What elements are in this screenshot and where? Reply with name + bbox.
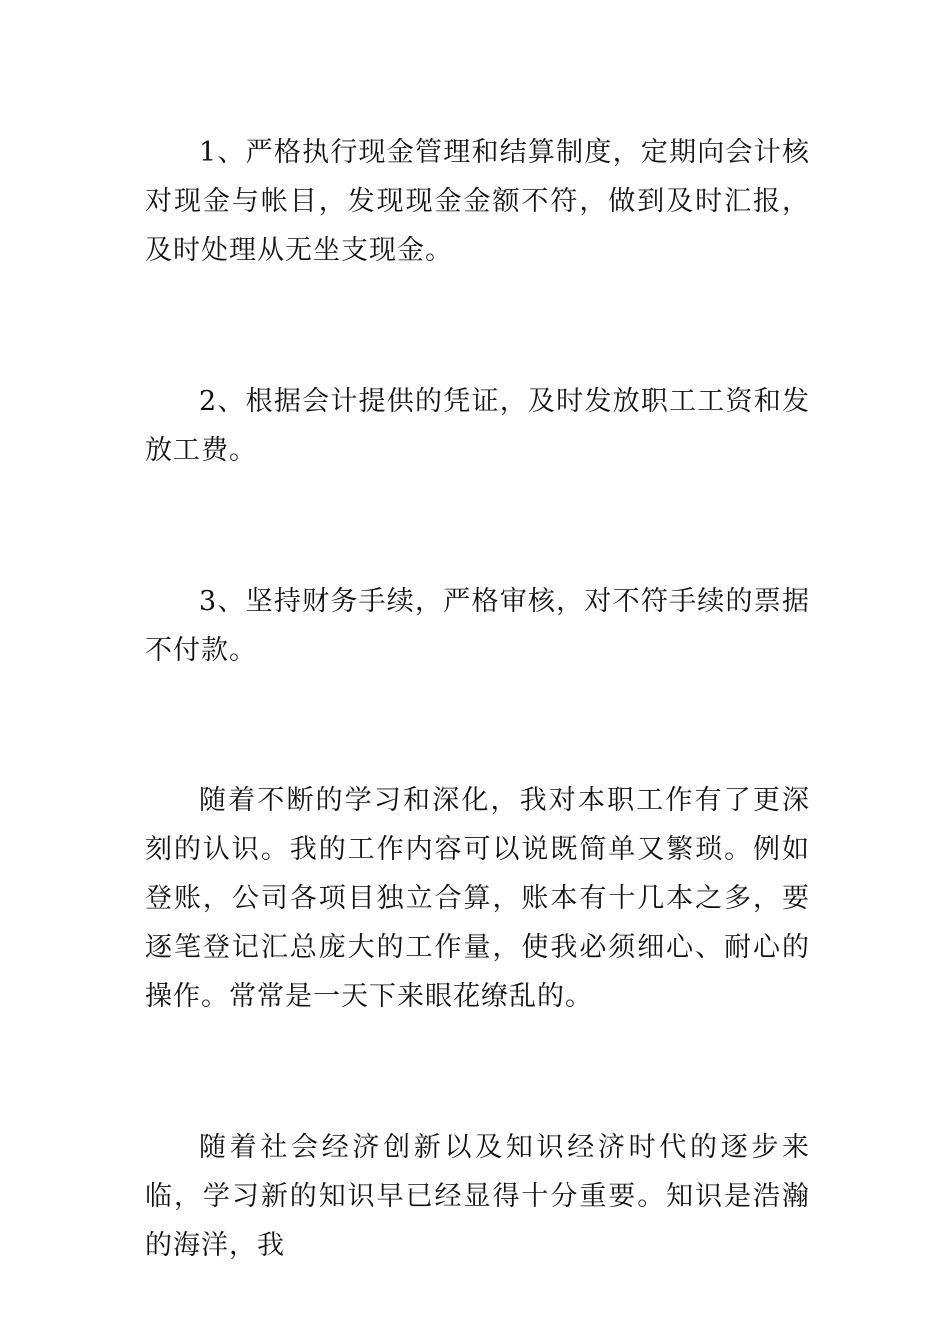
paragraph-cash-management: 1、严格执行现金管理和结算制度，定期向会计核对现金与帐目，发现现金金额不符，做到及时汇报，及时处理从无坐支现金。 [145,137,810,266]
paragraph-wage-payment: 2、根据会计提供的凭证，及时发放职工工资和发放工费。 [145,386,810,466]
paragraph-work-understanding: 随着不断的学习和深化，我对本职工作有了更深刻的认识。我的工作内容可以说既简单又繁琐。例如登账，公司各项目独立合算，账本有十几本之多，要逐笔登记汇总庞大的工作量，使我必须细心、耐心的操作。常常是一天下来眼花缭乱的。 [145,785,810,1012]
paragraph-knowledge-learning: 随着社会经济创新以及知识经济时代的逐步来临，学习新的知识早已经显得十分重要。知识是浩瀚的海洋，我 [145,1132,810,1261]
paragraph-financial-procedures: 3、坚持财务手续，严格审核，对不符手续的票据不付款。 [145,586,810,666]
